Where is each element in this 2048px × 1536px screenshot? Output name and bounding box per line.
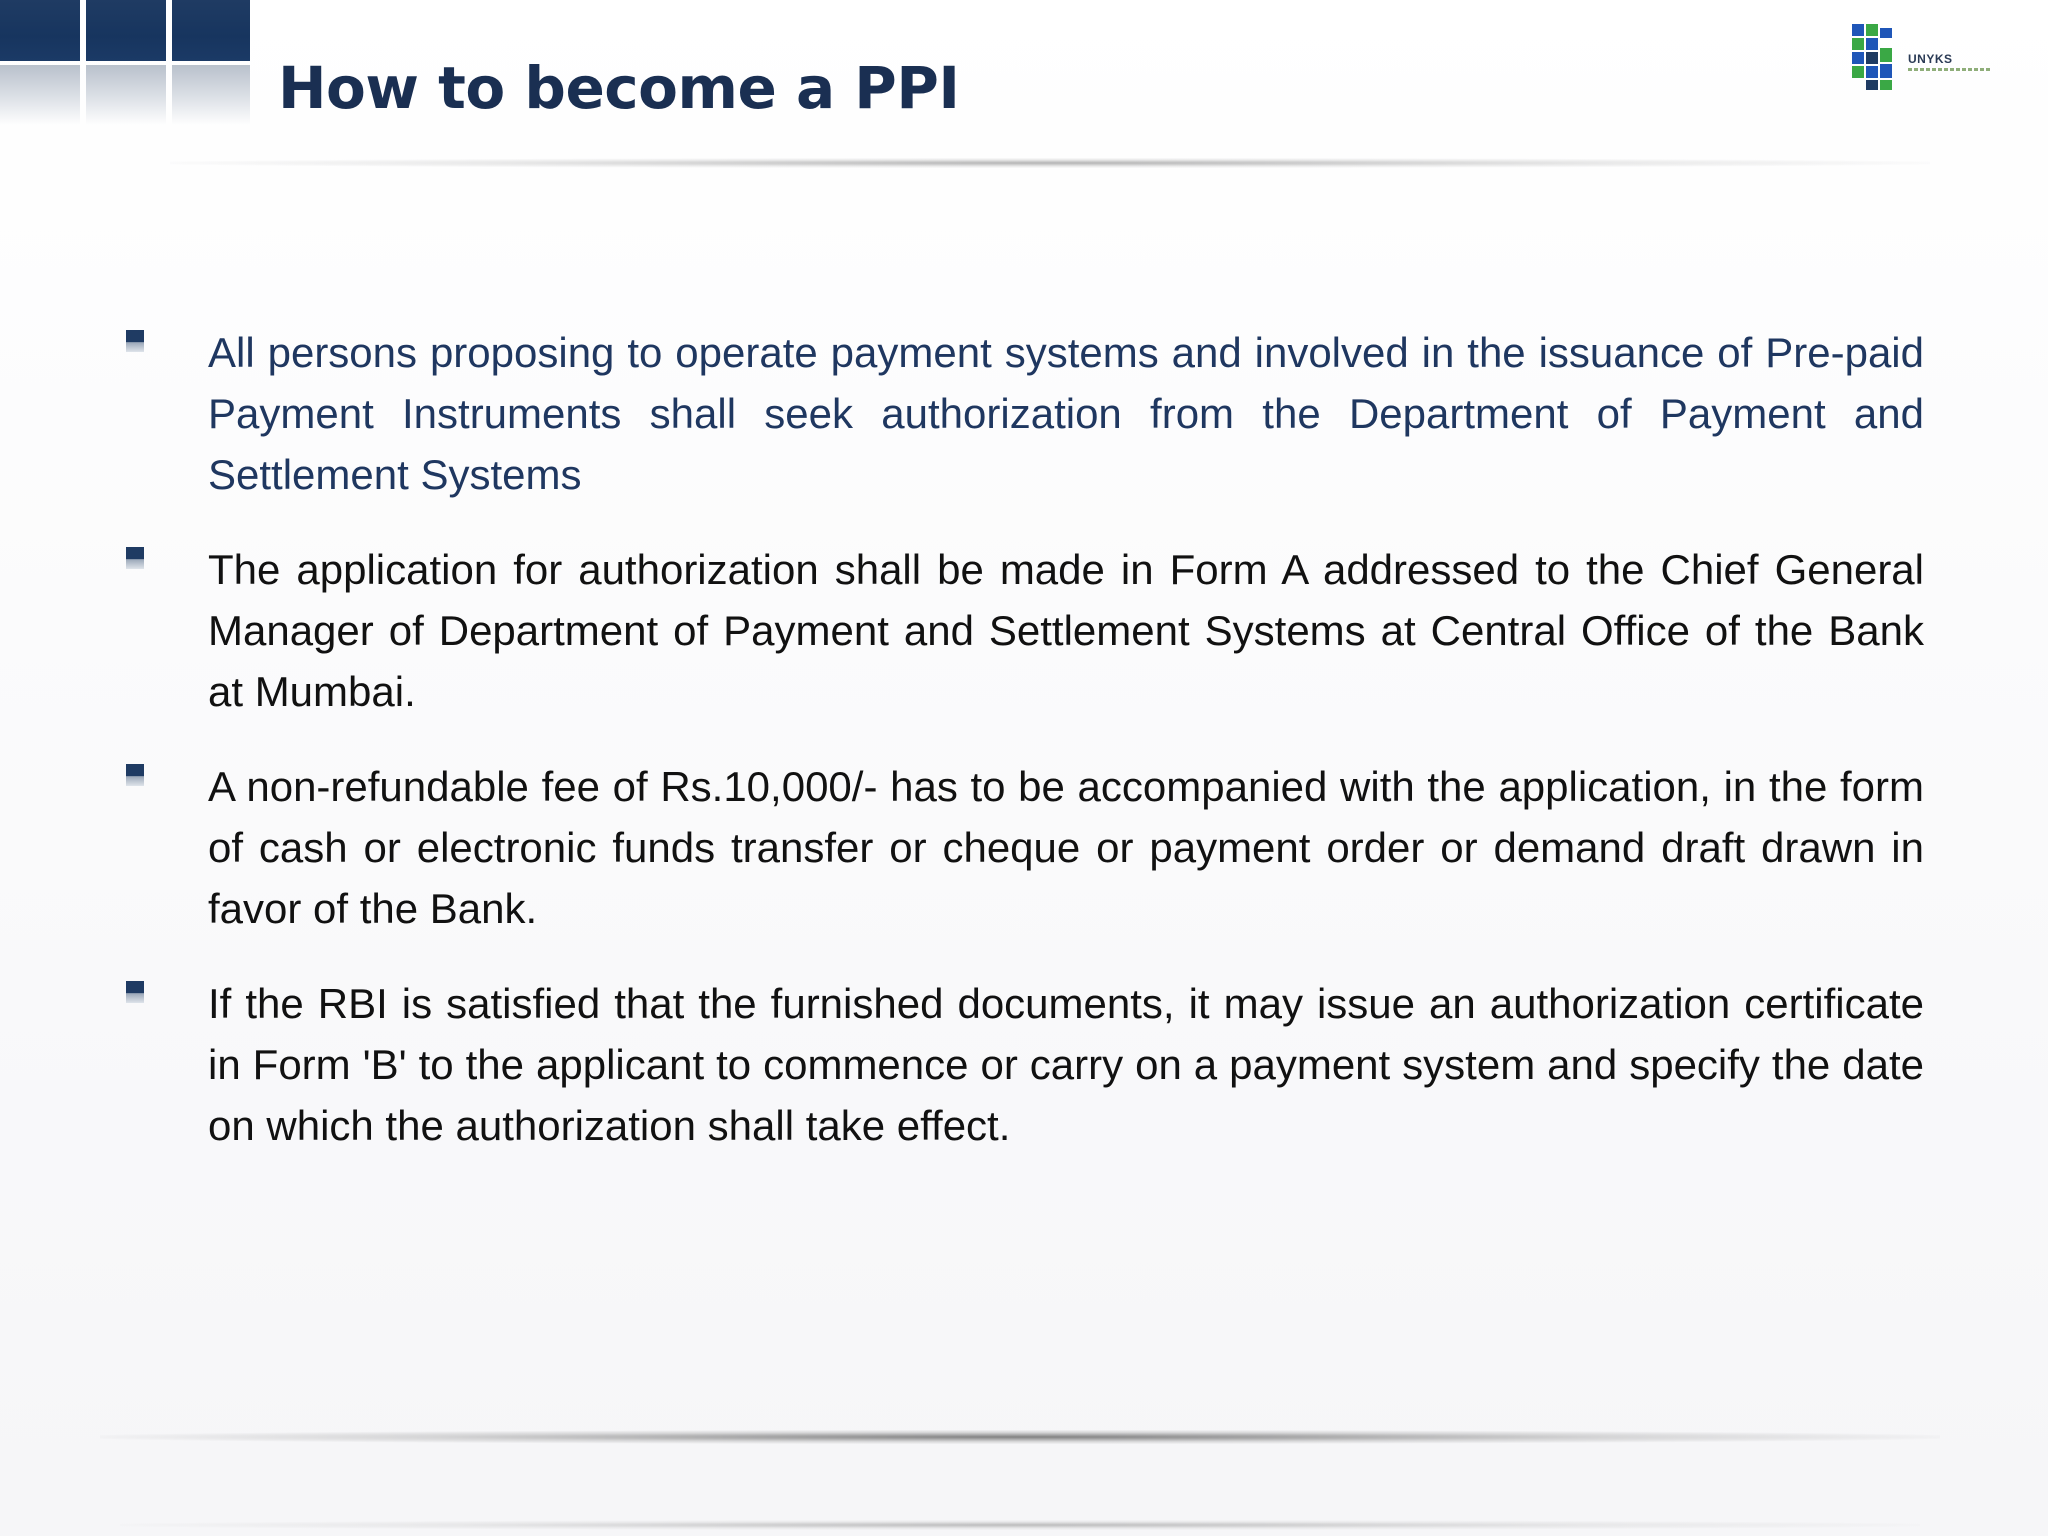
logo-tagline-line bbox=[1908, 68, 1990, 71]
header-square-reflection-3 bbox=[172, 65, 250, 125]
header-square-2 bbox=[86, 0, 166, 61]
square-bullet-icon bbox=[126, 764, 144, 786]
bullet-text: The application for authorization shall be made in Form A addressed to the Chief General Manager of Department of Payment and Settlement Systems at Central Office of the Bank at Mumbai. bbox=[208, 546, 1924, 715]
square-bullet-icon bbox=[126, 547, 144, 569]
footer-divider-secondary bbox=[120, 1520, 1920, 1530]
bullet-list bbox=[124, 322, 1924, 1190]
bullet-text: A non-refundable fee of Rs.10,000/- has to be accompanied with the application, in the form of cash or electronic funds transfer or cheque or payment order or demand draft drawn in favor of the Bank. bbox=[208, 763, 1924, 932]
bullet-text: All persons proposing to operate payment systems and involved in the issuance of Pre-paid Payment Instruments shall seek authorization from the Department of Payment and Settlement Systems bbox=[208, 329, 1924, 498]
footer-divider bbox=[100, 1430, 1940, 1444]
logo-mark-icon bbox=[1852, 24, 1908, 96]
slide-title: How to become a PPI bbox=[278, 54, 960, 122]
logo-text: UNYKS bbox=[1908, 52, 1953, 66]
square-bullet-icon bbox=[126, 330, 144, 352]
header-square-reflection-2 bbox=[86, 65, 166, 125]
company-logo bbox=[1852, 24, 1992, 96]
title-divider bbox=[170, 158, 1930, 168]
header-square-reflection-1 bbox=[0, 65, 80, 125]
bullet-text: If the RBI is satisfied that the furnished documents, it may issue an authorization certificate in Form 'B' to the applicant to commence or carry on a payment system and specify the date on which the authorization shall take effect. bbox=[208, 980, 1924, 1149]
bullet-item bbox=[124, 973, 1924, 1156]
square-bullet-icon bbox=[126, 981, 144, 1003]
header-square-1 bbox=[0, 0, 80, 61]
header-square-3 bbox=[172, 0, 250, 61]
bullet-item bbox=[124, 539, 1924, 722]
bullet-item bbox=[124, 322, 1924, 505]
bullet-item bbox=[124, 756, 1924, 939]
